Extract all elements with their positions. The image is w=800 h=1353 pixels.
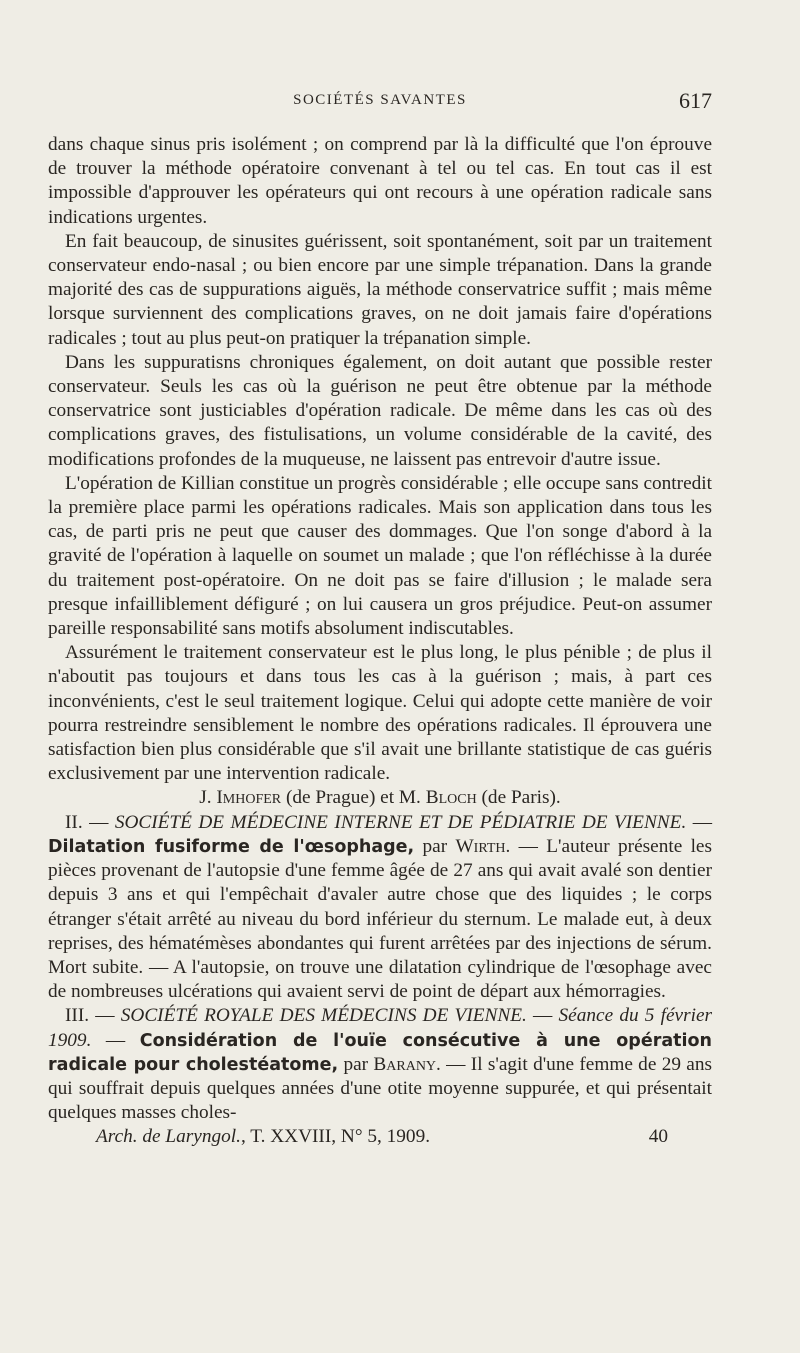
section-2-end: . <box>505 835 511 857</box>
running-title: SOCIÉTÉS SAVANTES <box>293 92 467 108</box>
paragraph-3: Dans les suppuratisns chroniques également, on doit autant que possible rester conservateur. Seuls les cas où la guérison ne peut être obtenue par la méthode conservatrice sont justiciables d'opération radicale. De même dans les cas où des complications graves, des fistulisations, un volume considérable de la cavité, des modifications profondes de la muqueuse, ne laissent pas entrevoir d'autre issue. <box>48 351 712 470</box>
section-3-society: SOCIÉTÉ ROYALE DES MÉDECINS DE VIENNE. <box>120 1005 527 1027</box>
citation-rest: , T. XXVIII, N° 5, 1909. <box>240 1126 431 1148</box>
authors-post: (de Paris). <box>476 787 561 809</box>
authors-pre: J. <box>199 787 217 809</box>
body-text <box>48 133 712 1150</box>
section-3-dash: — <box>526 1005 559 1027</box>
page-number: 617 <box>679 88 712 113</box>
author-bloch: Bloch <box>425 787 477 809</box>
section-3-text: . — Il s'agit d'une femme de 29 ans qui souffrait depuis quelques années d'une otite moyenne suppurée, et qui présentait quelques masses choles- <box>48 1053 712 1124</box>
section-3-title: Considération de l'ouïe consécutive à une opération radicale pour cholestéatome, <box>48 1030 712 1075</box>
citation-journal: Arch. de Laryngol. <box>96 1126 241 1148</box>
section-2-society: SOCIÉTÉ DE MÉDECINE INTERNE ET DE PÉDIATRIE DE VIENNE. <box>114 811 687 833</box>
section-2 <box>48 811 712 1005</box>
footer-citation <box>48 1125 712 1149</box>
section-2-dash: — <box>686 811 712 833</box>
paragraph-5: Assurément le traitement conservateur est le plus long, le plus pénible ; de plus il n'aboutit pas toujours et dans tous les cas à la guérison ; mais, à part ces inconvénients, c'est le seul traitement logique. Celui qui adopte cette manière de voir pourra restreindre sensiblement le nombre des opérations radicales. Il éprouvera une satisfaction bien plus considérable que s'il avait une brillante statistique de cas guéris exclusivement par une intervention radicale. <box>48 642 712 785</box>
section-3-number: III. — <box>65 1005 121 1027</box>
paragraph-1: dans chaque sinus pris isolément ; on comprend par là la difficulté que l'on éprouve de trouver la méthode opératoire convenant à tel ou tel cas. En tout cas il est impossible d'approuver les opérateurs qui ont recours à une opération radicale sans indications urgentes. <box>48 134 712 228</box>
section-2-author: Wirth <box>455 835 506 857</box>
authors-mid: (de Prague) et M. <box>281 787 426 809</box>
authors-line <box>48 786 712 810</box>
running-head <box>48 88 712 114</box>
section-3 <box>48 1004 712 1125</box>
section-2-text: — L'auteur présente les pièces provenant de l'autopsie d'une femme âgée de 27 ans qui avait avalé son dentier depuis 3 ans et qui l'empêchait d'avaler autre chose que des liquides ; le corps étranger s'était arrêté au niveau du bord inférieur du sternum. Le malade eut, à deux reprises, des hématémèses abondantes qui furent arrêtées par des injections de sérum. Mort subite. — A l'autopsie, on trouve une dilatation cylindrique de l'œsophage avec de nombreuses ulcérations qui avaient servi de point de départ aux hémorragies. <box>48 835 712 1003</box>
section-2-number: II. — <box>65 811 115 833</box>
section-3-session: Séance du 5 février 1909. <box>48 1005 713 1051</box>
section-2-par: par <box>414 835 456 857</box>
section-3-author: Barany <box>373 1053 437 1075</box>
signature-mark: 40 <box>648 1126 668 1148</box>
paragraph-2: En fait beaucoup, de sinusites guérissent, soit spontanément, soit par un traitement conservateur endo-nasal ; ou bien encore par une simple trépanation. Dans la grande majorité des cas de suppurations aiguës, la méthode conservatrice suffit ; mais même lorsque surviennent des complications graves, on ne doit jamais faire d'opérations radicales ; tout au plus peut-on pratiquer la trépanation simple. <box>48 230 712 349</box>
section-2-title: Dilatation fusiforme de l'œsophage, <box>48 836 415 857</box>
section-3-par: par <box>338 1053 374 1075</box>
section-3-dash2: — <box>91 1029 140 1051</box>
paragraph-4: L'opération de Killian constitue un progrès considérable ; elle occupe sans contredit la première place parmi les opérations radicales. Mais son application dans tous les cas, de parti pris ne peut que causer des dommages. Que l'on songe d'abord à la gravité de l'opération à laquelle on soumet un malade ; que l'on réfléchisse à la durée du traitement post-opératoire. On ne doit pas se faire d'illusion ; le malade sera presque infailliblement défiguré ; on lui causera un gros préjudice. Peut-on assumer pareille responsabilité sans motifs absolument indiscutables. <box>48 472 712 640</box>
author-imhofer: Imhofer <box>216 787 282 809</box>
